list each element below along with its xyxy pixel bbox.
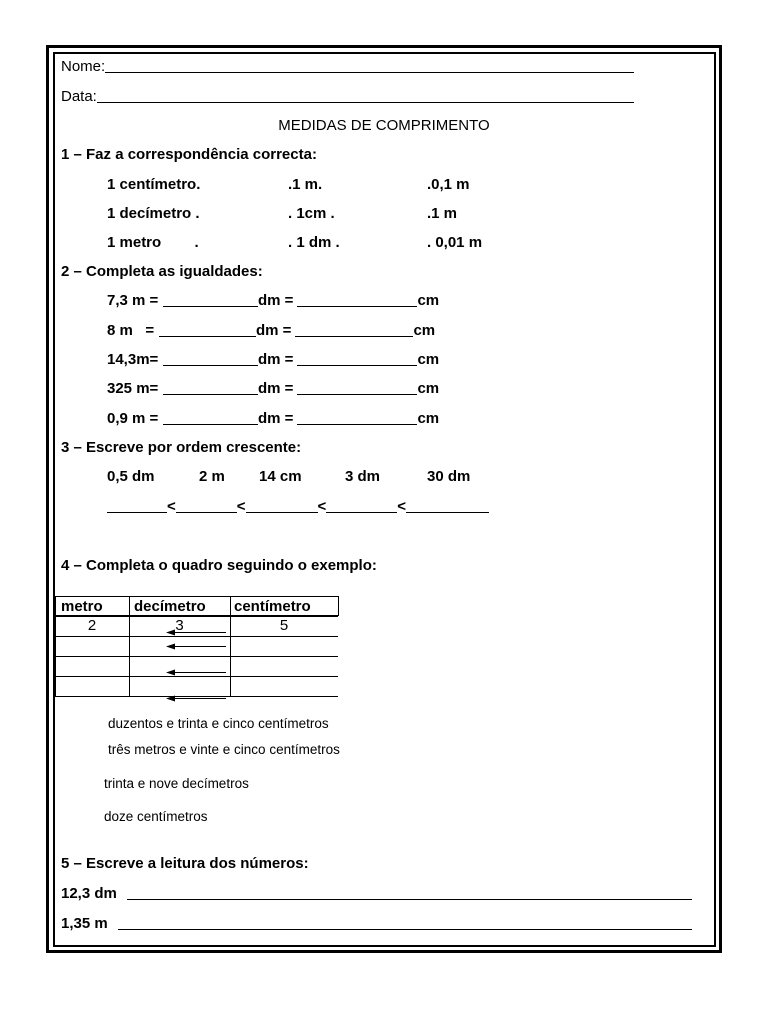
cm-unit: cm: [417, 380, 440, 397]
match-left-item: 1 decímetro .: [107, 205, 200, 222]
table-cell-metro: 2: [87, 617, 97, 634]
name-blank: [105, 58, 634, 73]
order-item: 14 cm: [259, 468, 302, 485]
dm-unit: dm =: [258, 410, 294, 427]
order-item: 0,5 dm: [107, 468, 155, 485]
reading-blank: [127, 885, 692, 900]
table-cell-centimetro: 5: [279, 617, 289, 634]
order-item: 30 dm: [427, 468, 471, 485]
less-than-symbol: <: [167, 498, 176, 515]
equality-row: [107, 292, 439, 310]
cm-blank: [297, 351, 417, 366]
order-item: 2 m: [199, 468, 225, 485]
order-item: 3 dm: [345, 468, 381, 485]
date-label: Data:: [61, 88, 97, 105]
equality-value: 0,9 m =: [107, 410, 159, 427]
order-blank: [176, 498, 237, 513]
match-right-item: . 0,01 m: [427, 234, 483, 251]
measure-text: doze centímetros: [104, 809, 208, 824]
match-middle-item: . 1 dm .: [288, 234, 340, 251]
table-cell-decimetro: 3: [175, 617, 184, 634]
reading-number: 1,35 m: [61, 915, 108, 932]
cm-blank: [295, 322, 413, 337]
reading-line: [61, 915, 692, 933]
cm-unit: cm: [417, 292, 440, 309]
match-right-item: .0,1 m: [427, 176, 470, 193]
order-blank: [406, 498, 489, 513]
worksheet-title: MEDIDAS DE COMPRIMENTO: [278, 117, 490, 134]
dm-blank: [163, 410, 258, 425]
dm-unit: dm =: [258, 351, 294, 368]
dm-unit: dm =: [258, 380, 294, 397]
equality-value: 14,3m=: [107, 351, 159, 368]
cm-unit: cm: [417, 351, 440, 368]
match-left-item: 1 centímetro.: [107, 176, 201, 193]
order-blank: [107, 498, 167, 513]
match-middle-item: .1 m.: [288, 176, 323, 193]
question-1-heading: 1 – Faz a correspondência correcta:: [61, 146, 317, 163]
order-blank: [246, 498, 318, 513]
question-2-heading: 2 – Completa as igualdades:: [61, 263, 263, 280]
cm-unit: cm: [413, 322, 436, 339]
equality-value: 7,3 m =: [107, 292, 159, 309]
equality-value: 8 m =: [107, 322, 155, 339]
order-blank: [326, 498, 397, 513]
match-middle-item: . 1cm .: [288, 205, 335, 222]
equality-row: [107, 410, 439, 428]
less-than-symbol: <: [397, 498, 407, 515]
measure-text: trinta e nove decímetros: [104, 776, 249, 791]
match-left-item: 1 metro .: [107, 234, 199, 251]
question-5-heading: 5 – Escreve a leitura dos números:: [61, 855, 309, 872]
name-line: [61, 58, 634, 76]
dm-blank: [163, 380, 258, 395]
equality-value: 325 m=: [107, 380, 159, 397]
cm-blank: [297, 292, 417, 307]
table-header-metro: metro: [61, 598, 103, 615]
measure-text: três metros e vinte e cinco centímetros: [108, 742, 340, 757]
reading-number: 12,3 dm: [61, 885, 117, 902]
table-header-decimetro: decímetro: [134, 598, 206, 615]
dm-blank: [163, 292, 258, 307]
question-3-heading: 3 – Escreve por ordem crescente:: [61, 439, 302, 456]
dm-blank: [159, 322, 256, 337]
cm-blank: [297, 410, 417, 425]
table-header-centimetro: centímetro: [234, 598, 311, 615]
measure-text: duzentos e trinta e cinco centímetros: [108, 716, 329, 731]
less-than-symbol: <: [317, 498, 327, 515]
name-label: Nome:: [61, 58, 106, 75]
dm-blank: [163, 351, 258, 366]
cm-unit: cm: [417, 410, 440, 427]
equality-row: [107, 351, 439, 369]
cm-blank: [297, 380, 417, 395]
equality-row: [107, 322, 435, 340]
dm-unit: dm =: [258, 292, 294, 309]
date-line: [61, 88, 634, 106]
match-right-item: .1 m: [427, 205, 458, 222]
equality-row: [107, 380, 439, 398]
less-than-symbol: <: [236, 498, 246, 515]
order-answer-line: [107, 498, 489, 516]
question-4-heading: 4 – Completa o quadro seguindo o exemplo:: [61, 557, 377, 574]
date-blank: [97, 88, 634, 103]
reading-blank: [118, 915, 692, 930]
reading-line: [61, 885, 692, 903]
dm-unit: dm =: [256, 322, 292, 339]
